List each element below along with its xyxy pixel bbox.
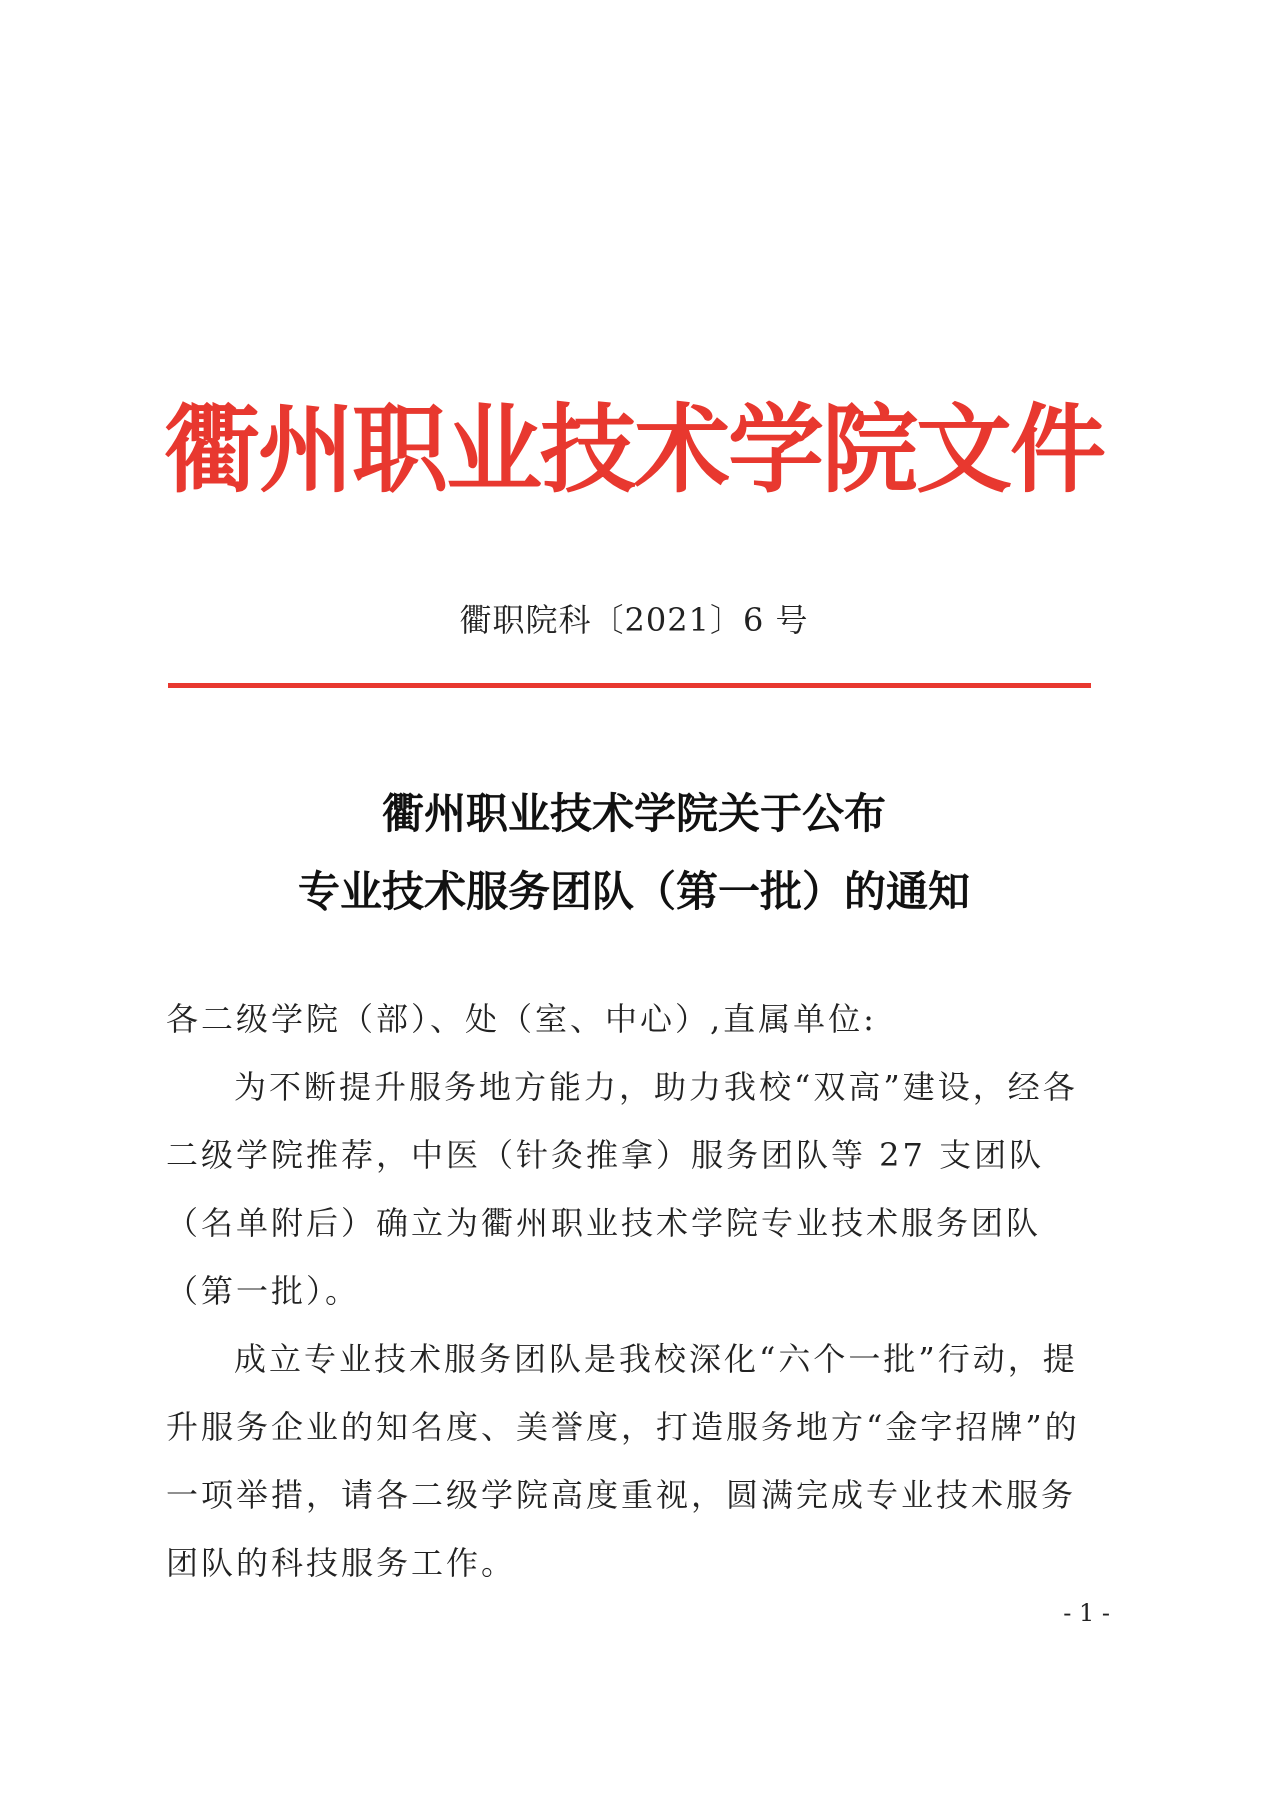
- red-divider-line: [168, 683, 1091, 688]
- notice-body: [166, 985, 1110, 1597]
- salutation: 各二级学院（部）、处（室、中心）,直属单位:: [166, 1000, 877, 1038]
- issuer-header-title: 衢州职业技术学院文件: [164, 393, 1104, 506]
- document-number: 衢职院科〔2021〕6 号: [459, 601, 809, 639]
- notice-title: [0, 775, 1268, 931]
- body-paragraph-2: 成立专业技术服务团队是我校深化“六个一批”行动，提升服务企业的知名度、美誉度，打造服务地方“金字招牌”的一项举措，请各二级学院高度重视，圆满完成专业技术服务团队的科技服务工作。: [166, 1340, 1080, 1582]
- notice-title-line-2: 专业技术服务团队（第一批）的通知: [297, 867, 970, 916]
- page-number: - 1 -: [1063, 1599, 1110, 1627]
- notice-title-line-1: 衢州职业技术学院关于公布: [381, 789, 886, 838]
- body-paragraph-1: 为不断提升服务地方能力，助力我校“双高”建设，经各二级学院推荐，中医（针灸推拿）服务团队等 27 支团队（名单附后）确立为衢州职业技术学院专业技术服务团队（第一批）。: [166, 1068, 1078, 1310]
